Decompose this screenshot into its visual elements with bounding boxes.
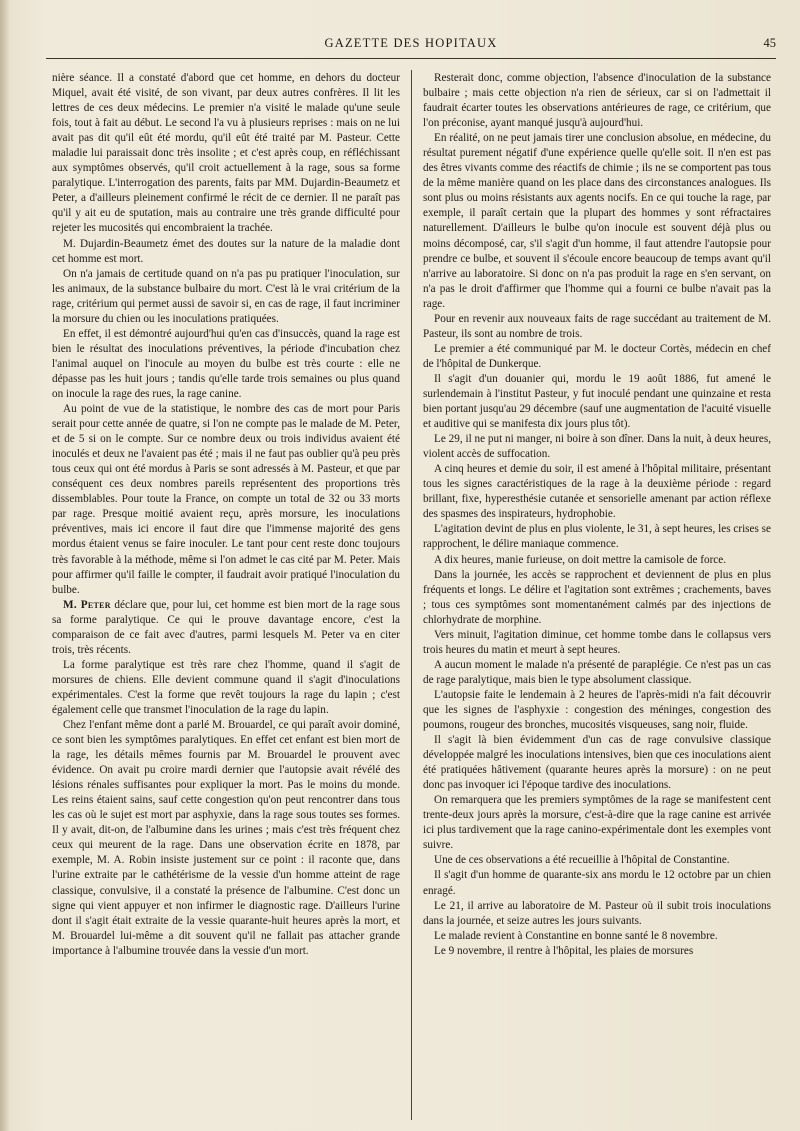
running-title: GAZETTE DES HOPITAUX: [324, 36, 498, 50]
paragraph: En réalité, on ne peut jamais tirer une conclusion absolue, en médecine, du résultat purement négatif d'une expérience quelle qu'elle soit. Il n'en est pas des êtres vivants comme des réactifs de chimie ; ils ne se comportent pas tous de la même manière quand on les place dans des circonstances analogues. Ils sont plus ou moins résistants aux agents nocifs. En ce qui touche la rage, par exemple, il paraît certain que la plupart des hommes y sont réfractaires naturellement. D'ailleurs le bulbe qu'on inocule est souvent déjà plus ou moins décomposé, car, s'il s'agit d'un homme, il faut attendre l'autopsie pour prendre ce bulbe, et souvent il s'écoule encore beaucoup de temps avant qu'il n'arrive au laboratoire. Si donc on n'a pas produit la rage en s'en servant, on n'a pas le droit d'affirmer que l'homme qui a fourni ce bulbe n'avait pas la rage.: [423, 132, 771, 310]
paragraph: En effet, il est démontré aujourd'hui qu'en cas d'insuccès, quand la rage est bien le résultat des inoculations préventives, la période d'incubation chez l'animal auquel on l'inocule au moyen du bulbe est très courte : elle ne dépasse pas les huit jours ; tandis qu'elle tarde trois semaines ou plus quand on inocule la rage des rues, la rage canine.: [52, 327, 400, 400]
paragraph: La forme paralytique est très rare chez l'homme, quand il s'agit de morsures de chiens. Elle devient commune quand il s'agit d'inoculations expérimentales. C'est la forme que revêt toujours la rage du lapin ; c'est également celle que transmet l'inoculation de la rage du lapin.: [52, 658, 400, 716]
paragraph: A cinq heures et demie du soir, il est amené à l'hôpital militaire, présentant tous les signes caractéristiques de la rage à la deuxième période : regard brillant, fixe, hyperesthésie cutanée et sensorielle amenant par action réflexe des spasmes des inspirateurs, hydrophobie.: [423, 463, 771, 521]
left-column: [52, 71, 400, 1121]
paragraph: Il s'agit d'un homme de quarante-six ans mordu le 12 octobre par un chien enragé.: [423, 869, 771, 897]
paragraph: Dans la journée, les accès se rapprochent et deviennent de plus en plus fréquents et longs. Le délire et l'agitation sont extrêmes ; crachements, baves ; tous ces symptômes sont momentanément calmés par des injections de chlorhydrate de morphine.: [423, 568, 771, 626]
speaker-text: déclare que, pour lui, cet homme est bien mort de la rage sous sa forme paralytique. Ce qui le prouve davantage encore, c'est la comparaison de ce fait avec d'autres, parmi lesquels M. Peter va en citer trois, très récents.: [52, 598, 400, 656]
page-header: [46, 36, 776, 58]
page-number: 45: [763, 36, 776, 50]
paragraph: Resterait donc, comme objection, l'absence d'inoculation de la substance bulbaire ; mais cette objection n'a rien de sérieux, car si on l'admettait il faudrait écarter toutes les observations antérieures de rage, ce critérium, que l'on préconise, ayant manqué jusqu'à aujourd'hui.: [423, 72, 771, 130]
paragraph: Il s'agit d'un douanier qui, mordu le 19 août 1886, fut amené le surlendemain à l'institut Pasteur, y fut inoculé pendant une quinzaine et resta bien portant jusqu'au 29 décembre (sauf une augmentation de l'acuité visuelle et auditive qui se manifesta dix jours plus tôt).: [423, 372, 771, 431]
paragraph: A dix heures, manie furieuse, on doit mettre la camisole de force.: [434, 553, 727, 566]
paragraph: Une de ces observations a été recueillie à l'hôpital de Constantine.: [434, 854, 730, 867]
paragraph: Le 21, il arrive au laboratoire de M. Pasteur où il subit trois inoculations dans la journée, et seize autres les jours suivants.: [423, 899, 771, 927]
paragraph: Au point de vue de la statistique, le nombre des cas de mort pour Paris serait pour cette année de quatre, si l'on ne compte pas le malade de M. Peter, et de 5 si on le compte. Sur ce nombre deux ou trois individus avaient été inoculés et deux ne l'avaient pas été ; mais il ne faut pas oublier qu'à peu près tous ceux qui ont été mordus à Paris se sont adressés à M. Pasteur, et que par conséquent ces deux nombres pareils représentent des proportions très dissemblables. Pour toute la France, on compte un total de 32 ou 33 morts par rage. Presque moitié avaient reçu, après morsure, les inoculations préventives, mais ici encore il faut dire que l'immense majorité des gens mordus étaient venus se faire inoculer. Le tant pour cent reste donc toujours très favorable à la méthode, même si l'on admet le cas cité par M. Peter. Mais pour affirmer qu'il faille le compter, il faudrait avoir pratiqué l'inoculation du bulbe.: [52, 403, 400, 596]
header-rule: [46, 58, 776, 59]
paragraph: Le 9 novembre, il rentre à l'hôpital, les plaies de morsures: [434, 944, 694, 957]
paragraph: nière séance. Il a constaté d'abord que cet homme, en dehors du docteur Miquel, avait été visité, de son vivant, par deux autres confrères. Il lit les lettres de ces deux médecins. Le premier n'a visité le malade qu'une seule fois, tout à fait au début. Le second l'a vu à plusieurs reprises : mais on ne lui avait pas dit qu'il eût été mordu, qu'il eût été traité par M. Pasteur. Cette maladie lui paraissait donc très insolite ; et c'est après coup, en réfléchissant aux symptômes observés, qu'il croit actuellement à la rage, sous sa forme paralytique. L'interrogation des parents, faits par MM. Dujardin-Beaumetz et Peter, a d'ailleurs pleinement confirmé le récit de ce dernier. Il ne paraît pas qu'il y ait eu de sputation, mais au contraire une très grande difficulté pour rejeter les mucosités qui encombraient la trachée.: [52, 72, 400, 235]
paragraph: A aucun moment le malade n'a présenté de paraplégie. Ce n'est pas un cas de rage paralytique, mais bien le type absolument classique.: [423, 658, 771, 686]
paragraph: Le premier a été communiqué par M. le docteur Cortès, médecin en chef de l'hôpital de Dunkerque.: [423, 342, 771, 370]
paragraph: Il s'agit là bien évidemment d'un cas de rage convulsive classique développée malgré les inoculations intensives, bien que ces inoculations aient été pratiquées hâtivement (quarante heures après la morsure) : on ne peut donc pas invoquer ici l'époque tardive des inoculations.: [423, 734, 771, 792]
paragraph-speaker: [52, 598, 400, 658]
column-divider: [411, 70, 412, 1120]
right-column: [423, 71, 771, 1121]
paragraph: M. Dujardin-Beaumetz émet des doutes sur la nature de la maladie dont cet homme est mort.: [52, 237, 400, 265]
paragraph: Chez l'enfant même dont a parlé M. Brouardel, ce qui paraît avoir dominé, ce sont bien les symptômes paralytiques. En effet cet enfant est bien mort de la rage, les détails mêmes fournis par M. Brouardel le prouvent avec évidence. On avait pu croire mardi dernier que l'autopsie avait révélé des lésions rénales suffisantes pour expliquer la mort. Pas le moins du monde. Les reins étaient sains, sauf cette congestion qu'on peut rencontrer dans tous les cas où le sujet est mort par asphyxie, dans la rage sous toutes ses formes. Il y avait, dit-on, de l'albumine dans les urines ; mais c'est très fréquent chez ceux qui meurent de la rage. Dans une observation écrite en 1878, par exemple, M. A. Robin insiste justement sur ce point : il raconte que, dans l'urine extraite par le cathétérisme de la vessie d'un homme atteint de rage classique, convulsive, il a constaté la présence de l'albumine. C'est donc un signe qui vient appuyer et non infirmer le diagnostic rage. D'ailleurs l'urine dont il s'agit était extraite de la vessie quarante-huit heures après la mort, et M. Brouardel lui-même a dit souvent qu'il ne fallait pas attacher grande importance à l'albumine trouvée dans la vessie d'un mort.: [52, 719, 400, 957]
paragraph: L'autopsie faite le lendemain à 2 heures de l'après-midi n'a fait découvrir que les signes de l'asphyxie : congestion des méninges, congestion des poumons, rougeur des bronches, mucosités visqueuses, sang noir, fluide.: [423, 688, 771, 732]
paragraph: Le malade revient à Constantine en bonne santé le 8 novembre.: [434, 929, 718, 942]
paragraph: Pour en revenir aux nouveaux faits de rage succédant au traitement de M. Pasteur, ils sont au nombre de trois.: [423, 312, 771, 340]
paragraph: L'agitation devint de plus en plus violente, le 31, à sept heures, les crises se rapprochent, le délire maniaque commence.: [423, 523, 771, 551]
paragraph: On remarquera que les premiers symptômes de la rage se manifestent cent trente-deux jours après la morsure, c'est-à-dire que la rage canine est arrivée ici plus tardivement que la rage canino-expérimentale dont les exemples vont suivre.: [423, 794, 771, 852]
paragraph: Le 29, il ne put ni manger, ni boire à son dîner. Dans la nuit, à deux heures, violent accès de suffocation.: [423, 433, 771, 461]
page-binding-edge: [0, 0, 10, 1131]
paragraph: On n'a jamais de certitude quand on n'a pas pu pratiquer l'inoculation, sur les animaux, de la substance bulbaire du mort. C'est là le vrai critérium de la rage, critérium qui permet aussi de savoir si, en cas de rage, il faut incriminer la morsure du chien ou les inoculations pratiquées.: [52, 267, 400, 325]
paragraph: Vers minuit, l'agitation diminue, cet homme tombe dans le collapsus vers trois heures du matin et meurt à sept heures.: [423, 628, 771, 656]
speaker-name: M. Peter: [63, 598, 111, 611]
